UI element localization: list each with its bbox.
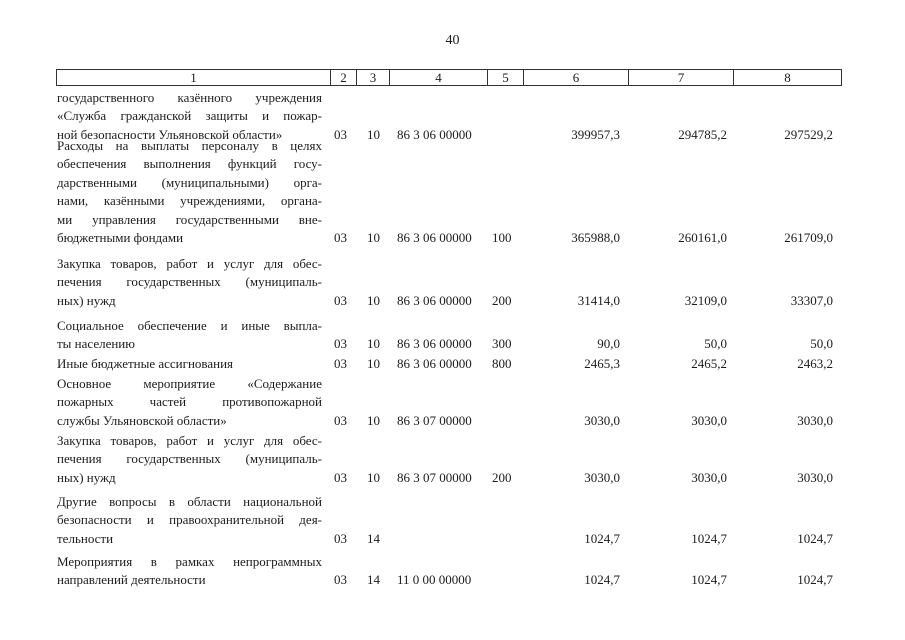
- header-col-5: 5: [487, 69, 524, 86]
- cell-value-col7: 2465,2: [691, 355, 727, 371]
- cell-razdel: 03: [334, 292, 347, 308]
- row-name: [57, 89, 322, 144]
- header-col-6: 6: [523, 69, 629, 86]
- cell-value-col8: 3030,0: [797, 412, 833, 428]
- cell-value-col7: 260161,0: [678, 229, 727, 245]
- row-name-line: государственного казённого учреждения: [57, 90, 322, 105]
- row-name-line: ми управления государственными вне-: [57, 211, 322, 227]
- row-name: [57, 255, 322, 310]
- row-name-line: ных) нужд: [57, 469, 116, 485]
- cell-value-col6: 31414,0: [577, 292, 620, 308]
- row-name-line: пожарных частей противопожарной: [57, 394, 322, 410]
- table-row: [0, 355, 905, 373]
- cell-razdel: 03: [334, 126, 347, 142]
- row-name-line: направлений деятельности: [57, 572, 206, 588]
- header-col-3: 3: [356, 69, 390, 86]
- table-header: [0, 69, 905, 88]
- cell-value-col7: 50,0: [704, 336, 727, 352]
- header-col-4: 4: [389, 69, 488, 86]
- cell-podrazdel: 10: [367, 126, 380, 142]
- row-name-line: Социальное обеспечение и иные выпла-: [57, 318, 322, 333]
- row-name: [57, 317, 322, 354]
- cell-razdel: 03: [334, 412, 347, 428]
- cell-value-col7: 3030,0: [691, 412, 727, 428]
- page-number: 40: [445, 33, 460, 48]
- cell-razdel: 03: [334, 572, 347, 588]
- header-col-2: 2: [330, 69, 357, 86]
- row-name-line: дарственными (муниципальными) орга-: [57, 174, 322, 190]
- cell-target-article: 11 0 00 00000: [397, 572, 472, 588]
- row-name-line: Закупка товаров, работ и услуг для обес-: [57, 433, 322, 448]
- cell-expense-type: 800: [492, 355, 512, 371]
- cell-podrazdel: 10: [367, 292, 380, 308]
- cell-value-col6: 90,0: [597, 336, 620, 352]
- cell-target-article: 86 3 06 00000: [397, 292, 472, 308]
- cell-value-col8: 50,0: [810, 336, 833, 352]
- row-name-line: «Служба гражданской защиты и пожар-: [57, 108, 322, 124]
- cell-expense-type: 200: [492, 292, 512, 308]
- table-row: [0, 375, 905, 430]
- cell-podrazdel: 14: [367, 572, 380, 588]
- row-name: [57, 493, 322, 548]
- row-name: [57, 432, 322, 487]
- cell-value-col6: 1024,7: [584, 572, 620, 588]
- cell-expense-type: 200: [492, 469, 512, 485]
- row-name-line: ных) нужд: [57, 292, 116, 308]
- header-col-7: 7: [628, 69, 734, 86]
- cell-expense-type: 100: [492, 229, 512, 245]
- cell-target-article: 86 3 06 00000: [397, 126, 472, 142]
- row-name-line: печения государственных (муниципаль-: [57, 451, 322, 467]
- row-name-line: ной безопасности Ульяновской области»: [57, 126, 283, 142]
- row-name-line: печения государственных (муниципаль-: [57, 274, 322, 290]
- cell-value-col6: 1024,7: [584, 530, 620, 546]
- row-name-line: Другие вопросы в области национальной: [57, 494, 322, 509]
- cell-value-col6: 3030,0: [584, 412, 620, 428]
- cell-target-article: 86 3 06 00000: [397, 229, 472, 245]
- row-name-line: нами, казёнными учреждениями, органа-: [57, 193, 322, 209]
- cell-podrazdel: 10: [367, 229, 380, 245]
- cell-value-col8: 2463,2: [797, 355, 833, 371]
- row-name-line: Иные бюджетные ассигнования: [57, 356, 234, 371]
- cell-value-col6: 399957,3: [571, 126, 620, 142]
- row-name: [57, 137, 322, 247]
- cell-podrazdel: 10: [367, 355, 380, 371]
- table-row: [0, 553, 905, 590]
- cell-podrazdel: 14: [367, 530, 380, 546]
- header-col-8: 8: [733, 69, 842, 86]
- row-name-line: обеспечения выполнения функций госу-: [57, 156, 322, 172]
- cell-target-article: 86 3 06 00000: [397, 336, 472, 352]
- cell-value-col8: 261709,0: [784, 229, 833, 245]
- row-name: [57, 553, 322, 590]
- cell-target-article: 86 3 06 00000: [397, 355, 472, 371]
- cell-value-col6: 2465,3: [584, 355, 620, 371]
- cell-value-col8: 297529,2: [784, 126, 833, 142]
- cell-razdel: 03: [334, 469, 347, 485]
- row-name-line: Основное мероприятие «Содержание: [57, 376, 322, 391]
- table-row: [0, 89, 905, 144]
- cell-target-article: 86 3 07 00000: [397, 412, 472, 428]
- cell-razdel: 03: [334, 355, 347, 371]
- cell-value-col7: 1024,7: [691, 530, 727, 546]
- table-row: [0, 317, 905, 354]
- cell-value-col7: 3030,0: [691, 469, 727, 485]
- cell-podrazdel: 10: [367, 469, 380, 485]
- cell-value-col8: 1024,7: [797, 530, 833, 546]
- cell-razdel: 03: [334, 530, 347, 546]
- cell-value-col7: 1024,7: [691, 572, 727, 588]
- table-row: [0, 493, 905, 548]
- table-row: [0, 432, 905, 487]
- table-row: [0, 137, 905, 247]
- header-col-1: 1: [56, 69, 331, 86]
- table-row: [0, 255, 905, 310]
- cell-value-col8: 33307,0: [790, 292, 833, 308]
- row-name-line: тельности: [57, 530, 114, 546]
- cell-value-col8: 1024,7: [797, 572, 833, 588]
- cell-podrazdel: 10: [367, 336, 380, 352]
- row-name: [57, 355, 322, 373]
- cell-target-article: 86 3 07 00000: [397, 469, 472, 485]
- row-name-line: бюджетными фондами: [57, 230, 184, 246]
- cell-value-col7: 32109,0: [684, 292, 727, 308]
- cell-value-col7: 294785,2: [678, 126, 727, 142]
- row-name-line: Мероприятия в рамках непрограммных: [57, 554, 322, 569]
- cell-podrazdel: 10: [367, 412, 380, 428]
- cell-razdel: 03: [334, 229, 347, 245]
- cell-value-col6: 3030,0: [584, 469, 620, 485]
- row-name-line: Расходы на выплаты персоналу в целях: [57, 138, 322, 153]
- cell-razdel: 03: [334, 336, 347, 352]
- cell-value-col8: 3030,0: [797, 469, 833, 485]
- row-name: [57, 375, 322, 430]
- cell-expense-type: 300: [492, 336, 512, 352]
- row-name-line: Закупка товаров, работ и услуг для обес-: [57, 256, 322, 271]
- cell-value-col6: 365988,0: [571, 229, 620, 245]
- row-name-line: ты населению: [57, 336, 135, 352]
- row-name-line: безопасности и правоохранительной дея-: [57, 512, 322, 528]
- row-name-line: службы Ульяновской области»: [57, 412, 227, 428]
